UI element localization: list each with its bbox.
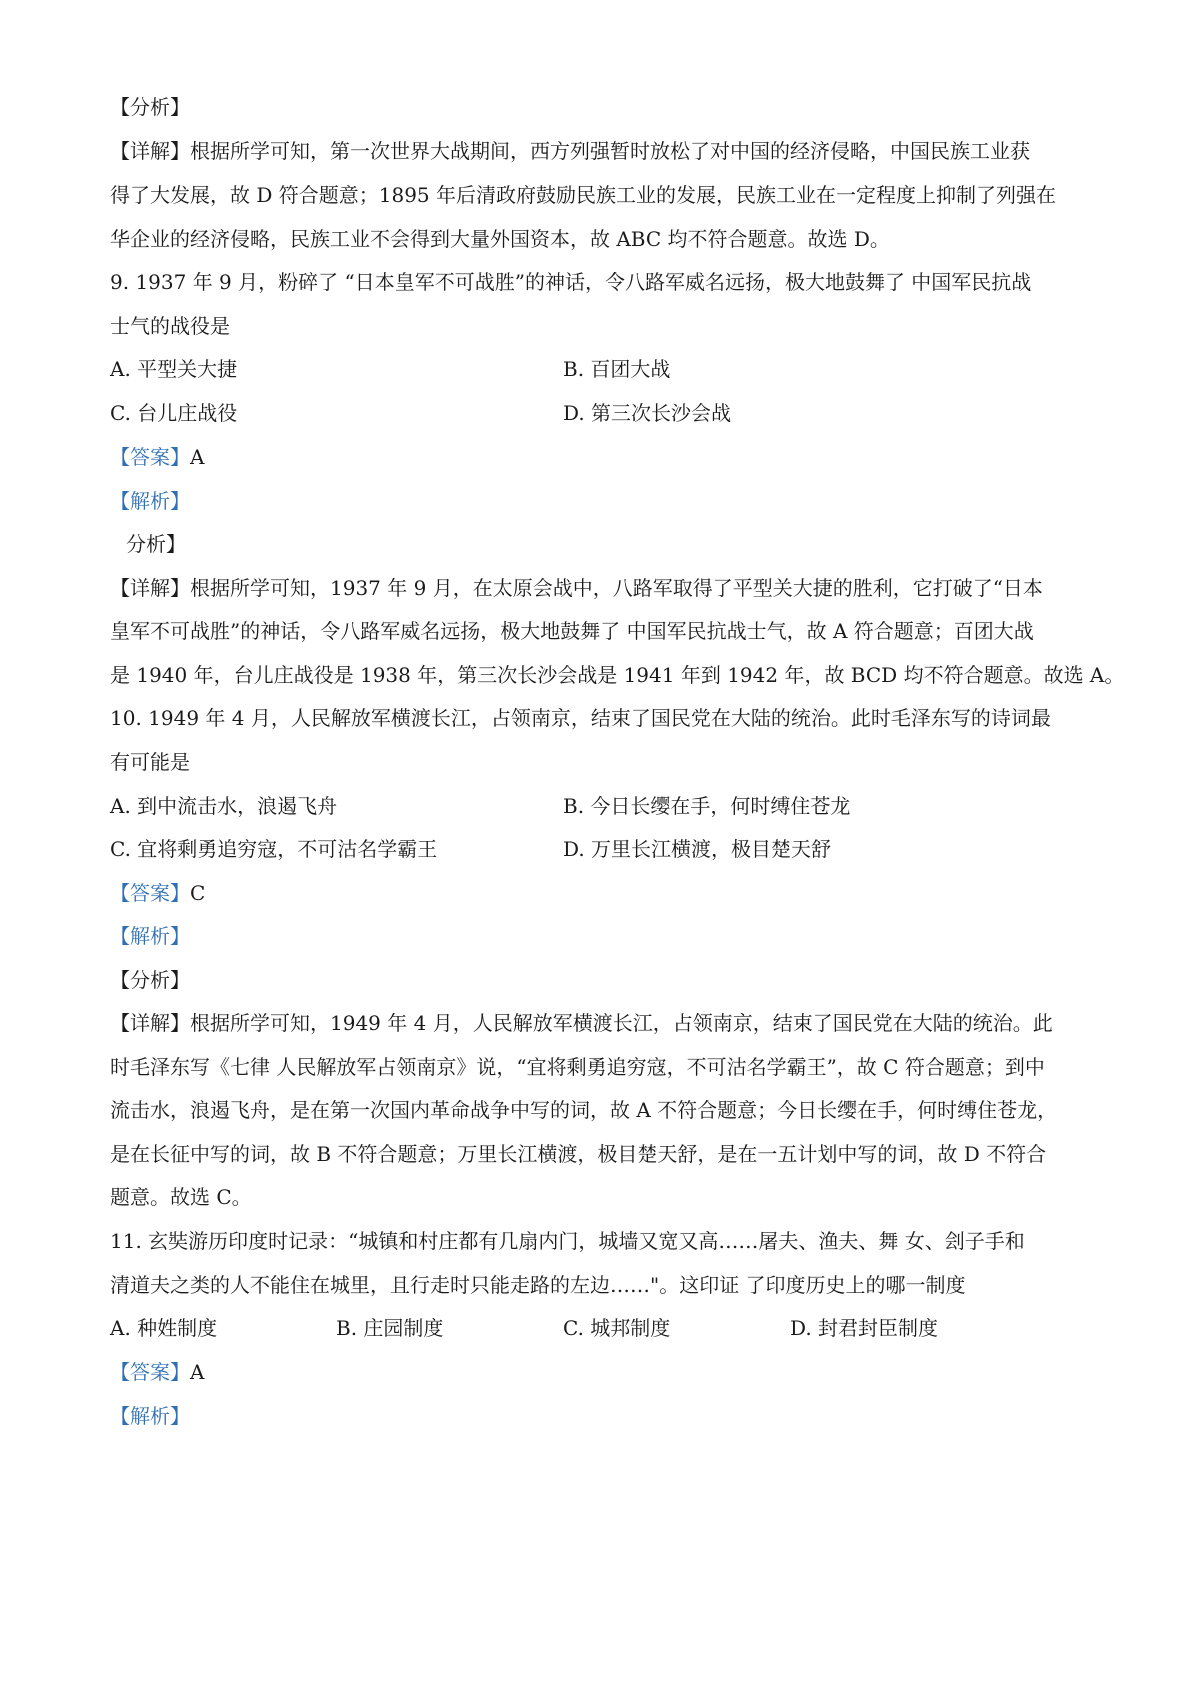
option-a: A. 到中流击水，浪遏飞舟 — [110, 794, 338, 818]
option-b: B. 今日长缨在手，何时缚住苍龙 — [563, 794, 851, 818]
detail-line: 【详解】根据所学可知，1937 年 9 月，在太原会战中，八路军取得了平型关大捷的胜利，它打破了“日本 — [110, 576, 1043, 600]
answer-label: 【答案】 — [110, 881, 190, 905]
answer-line — [110, 878, 1100, 908]
detail-line: 华企业的经济侵略，民族工业不会得到大量外国资本，故 ABC 均不符合题意。故选 D。 — [110, 227, 890, 251]
explain-label: 【解析】 — [110, 1404, 190, 1428]
question-stem: 清道夫之类的人不能住在城里，且行走时只能走路的左边……"。这印证 了印度历史上的哪一制度 — [110, 1273, 966, 1297]
question-stem: 11. 玄奘游历印度时记录：“城镇和村庄都有几扇内门，城墙又宽又高……屠夫、渔夫、舞 女、刽子手和 — [110, 1229, 1025, 1253]
answer-label: 【答案】 — [110, 445, 190, 469]
answer-label: 【答案】 — [110, 1360, 190, 1384]
explain-label: 【解析】 — [110, 924, 190, 948]
analysis-heading: 分析】 — [126, 532, 186, 556]
detail-line: 题意。故选 C。 — [110, 1185, 252, 1209]
answer-value: A — [190, 1360, 205, 1384]
analysis-heading: 【分析】 — [110, 95, 190, 119]
detail-line: 【详解】根据所学可知，1949 年 4 月，人民解放军横渡长江，占领南京，结束了国民党在大陆的统治。此 — [110, 1011, 1053, 1035]
option-d: D. 万里长江横渡，极目楚天舒 — [563, 837, 832, 861]
detail-line: 流击水，浪遏飞舟，是在第一次国内革命战争中写的词，故 A 不符合题意；今日长缨在手，何时缚住苍龙， — [110, 1098, 1058, 1122]
option-c: C. 城邦制度 — [563, 1316, 671, 1340]
option-c: C. 台儿庄战役 — [110, 401, 238, 425]
option-d: D. 第三次长沙会战 — [563, 401, 732, 425]
detail-line: 皇军不可战胜”的神话，令八路军威名远扬，极大地鼓舞了 中国军民抗战士气，故 A 符合题意；百团大战 — [110, 619, 1034, 643]
option-a: A. 种姓制度 — [110, 1316, 218, 1340]
detail-line: 时毛泽东写《七律 人民解放军占领南京》说，“宜将剩勇追穷寇，不可沽名学霸王”，故 C 符合题意；到中 — [110, 1055, 1045, 1079]
analysis-heading: 【分析】 — [110, 968, 190, 992]
question-stem: 9. 1937 年 9 月，粉碎了 “日本皇军不可战胜”的神话，令八路军威名远扬，极大地鼓舞了 中国军民抗战 — [110, 270, 1032, 294]
answer-line — [110, 1357, 1100, 1387]
answer-value: C — [190, 881, 206, 905]
option-d: D. 封君封臣制度 — [790, 1316, 939, 1340]
question-stem: 有可能是 — [110, 750, 190, 774]
answer-line — [110, 442, 1100, 472]
detail-line: 【详解】根据所学可知，第一次世界大战期间，西方列强暂时放松了对中国的经济侵略，中国民族工业获 — [110, 139, 1030, 163]
option-b: B. 百团大战 — [563, 357, 671, 381]
explain-label: 【解析】 — [110, 489, 190, 513]
question-stem: 10. 1949 年 4 月，人民解放军横渡长江，占领南京，结束了国民党在大陆的统治。此时毛泽东写的诗词最 — [110, 706, 1051, 730]
detail-line: 是 1940 年，台儿庄战役是 1938 年，第三次长沙会战是 1941 年到 1942 年，故 BCD 均不符合题意。故选 A。 — [110, 663, 1125, 687]
question-stem: 士气的战役是 — [110, 314, 230, 338]
detail-line: 是在长征中写的词，故 B 不符合题意；万里长江横渡，极目楚天舒，是在一五计划中写的词，故 D 不符合 — [110, 1142, 1047, 1166]
option-c: C. 宜将剩勇追穷寇，不可沽名学霸王 — [110, 837, 438, 861]
option-b: B. 庄园制度 — [336, 1316, 444, 1340]
detail-line: 得了大发展，故 D 符合题意；1895 年后清政府鼓励民族工业的发展，民族工业在一定程度上抑制了列强在 — [110, 183, 1057, 207]
option-a: A. 平型关大捷 — [110, 357, 238, 381]
answer-value: A — [190, 445, 205, 469]
